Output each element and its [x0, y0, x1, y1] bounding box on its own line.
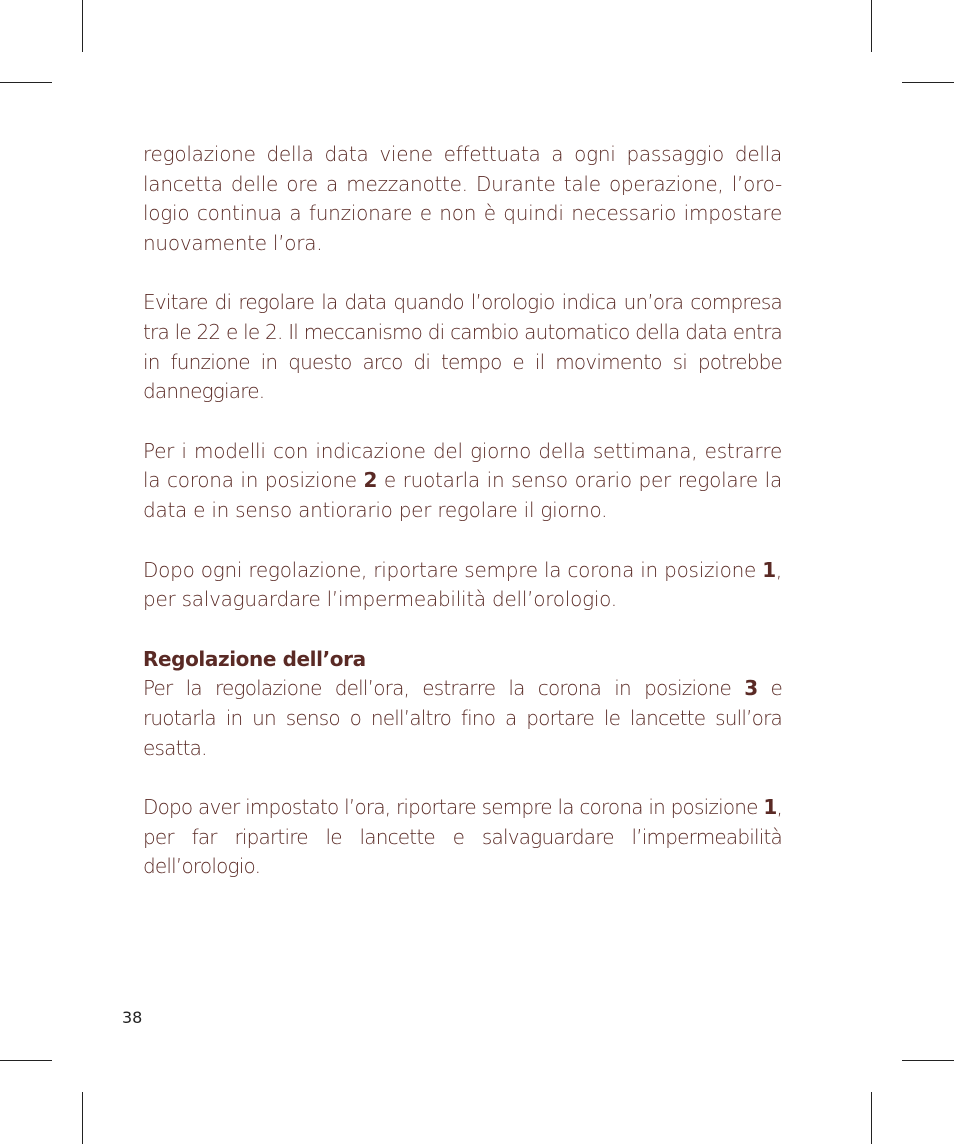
crop-mark-bottom-left-horizontal	[0, 1060, 52, 1061]
paragraph-text: Dopo aver impostato l’ora, riportare sempre la corona in posizione	[143, 795, 764, 820]
paragraph-text: Per i modelli con indicazione del giorno della settimana, estrarre la corona in posizione	[143, 438, 782, 493]
paragraph-weekday-models	[143, 437, 782, 526]
paragraph-text: e ruotarla in un senso o nell’altro fino a portare le lancette sull’ora esatta.	[143, 676, 783, 760]
paragraph-after-time-set	[143, 793, 782, 882]
crown-position-number: 1	[762, 557, 776, 582]
paragraph-gap	[143, 615, 782, 645]
paragraph-gap	[143, 763, 782, 793]
crop-mark-top-left-vertical	[82, 0, 83, 52]
crop-mark-top-right-horizontal	[902, 82, 954, 83]
paragraph-text: Per la regolazione dell’ora, estrarre la corona in posizione	[143, 676, 745, 701]
paragraph-time-regulation	[143, 674, 782, 763]
crop-mark-top-right-vertical	[871, 0, 872, 52]
crop-mark-bottom-right-horizontal	[902, 1060, 954, 1061]
page-number: 38	[122, 1008, 143, 1027]
paragraph-gap	[143, 526, 782, 556]
section-heading: Regolazione dell’ora	[143, 646, 366, 671]
crop-mark-bottom-left-vertical	[82, 1092, 83, 1144]
paragraph-date-regulation: regolazione della data viene effettuata a ogni passaggio della lancetta delle ore a mezzanotte. Durante tale operazione, l’oro-logio continua a funzionare e non è quindi necessario impostare nuovamente l’ora.	[143, 142, 782, 255]
paragraph-date-warning: Evitare di regolare la data quando l’orologio indica un’ora compresa tra le 22 e le 2. Il meccanismo di cambio automatico della data entra in funzione in questo arco di tempo e il movimento si potrebbe danneggiare.	[143, 290, 782, 404]
crown-position-number: 2	[363, 468, 378, 493]
paragraph-text: , per far ripartire le lancette e salvaguardare l’impermeabilità dell’orologio.	[143, 795, 782, 879]
crop-mark-top-left-horizontal	[0, 82, 52, 83]
paragraph-text: , per salvaguardare l’impermeabilità dell’orologio.	[143, 557, 782, 612]
paragraph-gap	[143, 407, 782, 437]
paragraph-after-regulation	[143, 556, 782, 615]
paragraph-gap	[143, 258, 782, 288]
crop-mark-bottom-right-vertical	[871, 1092, 872, 1144]
page-body	[143, 140, 782, 882]
crown-position-number: 3	[744, 676, 758, 701]
crown-position-number: 1	[763, 795, 777, 820]
paragraph-text: Dopo ogni regolazione, riportare sempre la corona in posizione	[143, 557, 763, 582]
paragraph-text: e ruotarla in senso orario per regolare la data e in senso antiorario per regolare il giorno.	[143, 468, 782, 522]
